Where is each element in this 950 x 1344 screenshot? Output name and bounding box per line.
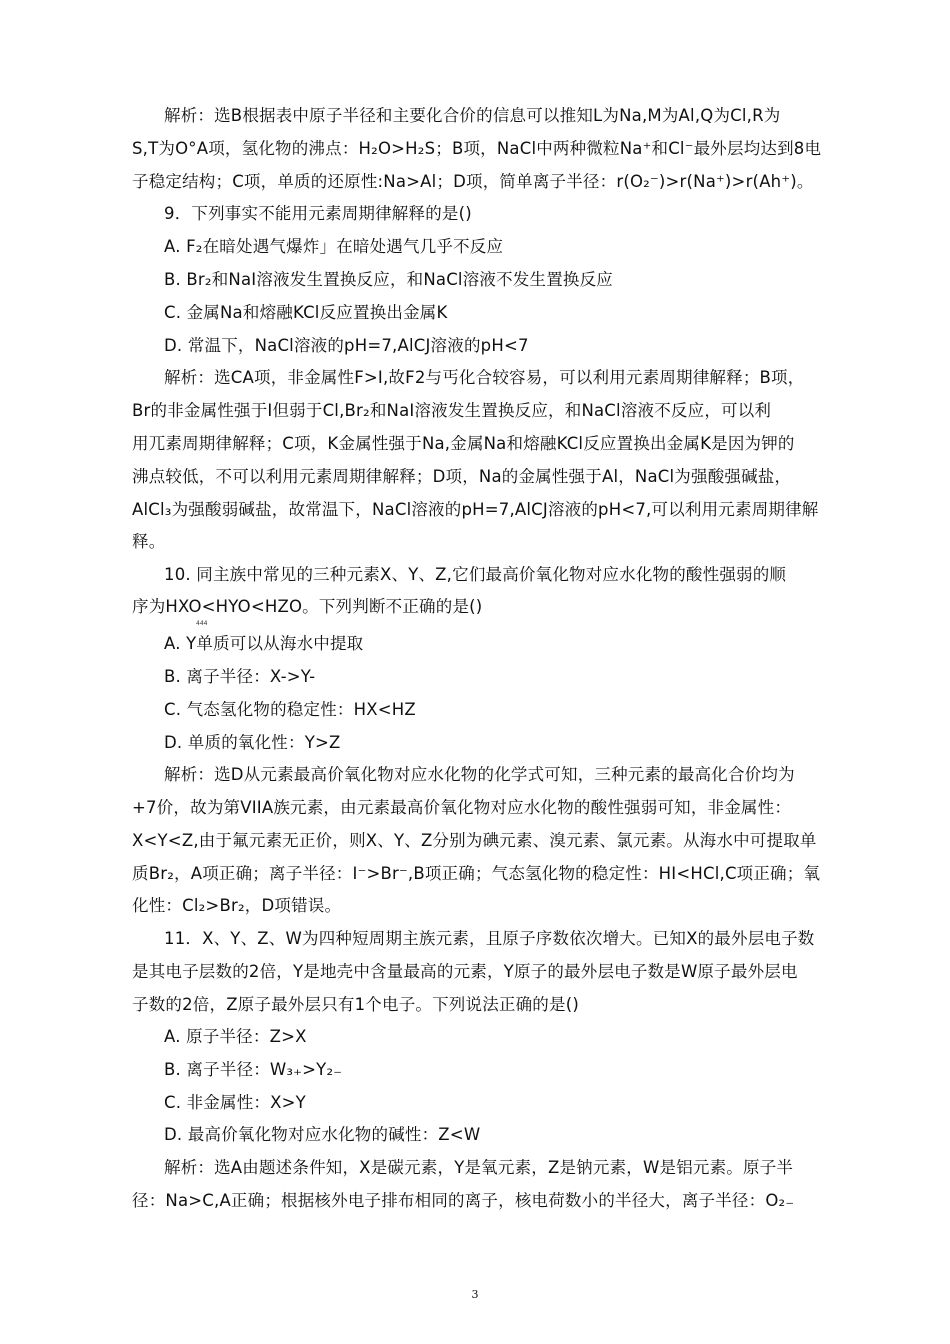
question-11-option-b: B. 离子半径：W₃₊>Y₂₋ bbox=[164, 1060, 343, 1079]
question-11-option-a: A. 原子半径：Z>X bbox=[164, 1027, 307, 1046]
question-11-option-c: C. 非金属性：X>Y bbox=[164, 1093, 306, 1112]
text-line: X<Y<Z,由于氟元素无正价，则X、Y、Z分别为碘元素、溴元素、氯元素。从海水中可提取单 bbox=[132, 831, 817, 850]
question-10-option-d: D. 单质的氧化性：Y>Z bbox=[164, 733, 341, 752]
question-9-option-b: B. Br₂和NaI溶液发生置换反应，和NaCl溶液不发生置换反应 bbox=[164, 270, 614, 289]
page-number: 3 bbox=[471, 1288, 479, 1301]
text-line: 径：Na>C,A正确；根据核外电子排布相同的离子，核电荷数小的半径大，离子半径：O₂₋ bbox=[132, 1191, 795, 1210]
question-10-option-b: B. 离子半径：X->Y- bbox=[164, 667, 316, 686]
text-line: 释。 bbox=[132, 532, 166, 551]
text-line: 用兀素周期律解释；C项，K金属性强于Na,金属Na和熔融KCl反应置换出金属K是因为钾的 bbox=[132, 434, 795, 453]
question-11-option-d: D. 最高价氧化物对应水化物的碱性：Z<W bbox=[164, 1125, 481, 1144]
subscript-note: 444 bbox=[196, 620, 208, 627]
question-9-stem: 9．下列事实不能用元素周期律解释的是() bbox=[164, 204, 472, 223]
question-11-stem: 11．X、Y、Z、W为四种短周期主族元素，且原子序数依次增大。已知X的最外层电子数 bbox=[164, 929, 815, 948]
question-10-stem-cont: 序为HXO<HYO<HZO。下列判断不正确的是() bbox=[132, 597, 483, 616]
text-line: 质Br₂，A项正确；离子半径：I⁻>Br⁻,B项正确；气态氢化物的稳定性：HI<HCl,C项正确；氧 bbox=[132, 864, 821, 883]
text-line: 子稳定结构；C项，单质的还原性:Na>Al；D项，简单离子半径：r(O₂⁻)>r(Na⁺)>r(Ah⁺)。 bbox=[132, 172, 814, 191]
text-line: 解析：选B根据表中原子半径和主要化合价的信息可以推知L为Na,M为Al,Q为Cl,R为 bbox=[164, 106, 781, 125]
question-11-stem-cont: 子数的2倍，Z原子最外层只有1个电子。下列说法正确的是() bbox=[132, 995, 579, 1014]
question-10-option-c: C. 气态氢化物的稳定性：HX<HZ bbox=[164, 700, 416, 719]
question-9-option-d: D. 常温下，NaCl溶液的pH=7,AlCJ溶液的pH<7 bbox=[164, 336, 529, 355]
text-line: 解析：选A由题述条件知，X是碳元素，Y是氧元素，Z是钠元素，W是铝元素。原子半 bbox=[164, 1158, 794, 1177]
question-9-option-c: C. 金属Na和熔融KCl反应置换出金属K bbox=[164, 303, 448, 322]
text-line: 解析：选CA项，非金属性F>I,故F2与丐化合较容易，可以利用元素周期律解释；B项， bbox=[164, 368, 805, 387]
question-10-option-a: A. Y单质可以从海水中提取 bbox=[164, 634, 364, 653]
text-line: S,T为O°A项，氢化物的沸点：H₂O>H₂S；B项，NaCl中两种微粒Na⁺和Cl⁻最外层均达到8电 bbox=[132, 139, 822, 158]
text-line: Br的非金属性强于I但弱于Cl,Br₂和NaI溶液发生置换反应，和NaCl溶液不反应，可以利 bbox=[132, 401, 772, 420]
text-line: +7价，故为第VIIA族元素，由元素最高价氧化物对应水化物的酸性强弱可知，非金属性： bbox=[132, 798, 792, 817]
text-line: 沸点较低，不可以利用元素周期律解释；D项，Na的金属性强于Al，NaCl为强酸强碱盐， bbox=[132, 467, 792, 486]
question-9-option-a: A. F₂在暗处遇气爆炸」在暗处遇气几乎不反应 bbox=[164, 237, 504, 256]
text-line: 解析：选D从元素最高价氧化物对应水化物的化学式可知，三种元素的最高化合价均为 bbox=[164, 765, 795, 784]
question-11-stem-cont: 是其电子层数的2倍，Y是地壳中含量最高的元素，Y原子的最外层电子数是W原子最外层电 bbox=[132, 962, 798, 981]
text-line: 化性：Cl₂>Br₂，D项错误。 bbox=[132, 896, 342, 915]
text-line: AlCl₃为强酸弱碱盐，故常温下，NaCl溶液的pH=7,AlCJ溶液的pH<7,可以利用元素周期律解 bbox=[132, 500, 819, 519]
question-10-stem: 10. 同主族中常见的三种元素X、Y、Z,它们最高价氧化物对应水化物的酸性强弱的顺 bbox=[164, 565, 787, 584]
